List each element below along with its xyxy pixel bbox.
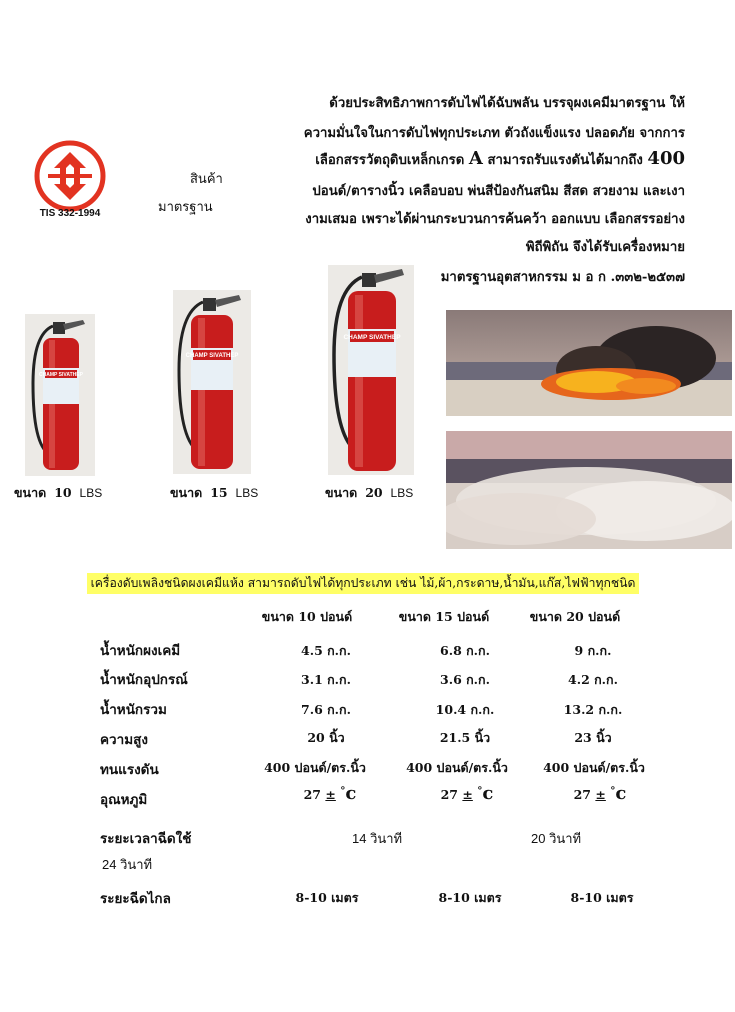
spec-temp-20 <box>530 783 670 804</box>
spec-cell: 4.2 ก.ก. <box>568 672 618 687</box>
temp-pm: ± <box>462 787 473 802</box>
intro-line-6: พิถีพิถัน จึงได้รับเครื่องหมาย <box>525 240 685 255</box>
standard-label-line1: สินค้า <box>190 172 223 187</box>
spec-cell: 23 นิ้ว <box>574 730 612 745</box>
extinguisher-10-label: CHAMP SIVATHEP <box>39 372 83 378</box>
spec-cell: 8-10 เมตร <box>570 890 634 905</box>
spec-label-chemical-weight: น้ำหนักผงเคมี <box>100 643 181 659</box>
spec-cell: 400 ปอนด์/ตร.นิ้ว <box>264 760 366 775</box>
spec-cell: 21.5 นิ้ว <box>439 730 491 745</box>
temp-deg: ° <box>340 784 346 797</box>
extinguisher-15-image <box>173 290 251 474</box>
spec-cell: 6.8 ก.ก. <box>440 643 490 658</box>
logo-caption: TIS 332-1994 <box>39 208 101 219</box>
spec-cell: 400 ปอนด์/ตร.นิ้ว <box>543 760 645 775</box>
size-value: 20 <box>365 485 383 500</box>
temp-deg: ° <box>610 784 616 797</box>
spec-label-equipment-weight: น้ำหนักอุปกรณ์ <box>100 672 188 688</box>
temp-value: 27 <box>303 787 322 802</box>
size-label-10 <box>14 483 102 503</box>
spec-header-15: ขนาด 15 ปอนด์ <box>398 609 490 624</box>
intro-line-3 <box>315 148 685 170</box>
size-unit: LBS <box>390 486 414 500</box>
size-label-20 <box>325 483 413 503</box>
temp-value: 27 <box>573 787 592 802</box>
spec-cell: 8-10 เมตร <box>438 890 502 905</box>
spec-cell: 3.6 ก.ก. <box>440 672 490 687</box>
standard-label-line2: มาตรฐาน <box>158 200 213 215</box>
intro-grade: A <box>468 148 483 169</box>
spec-cell: 14 วินาที <box>352 831 403 846</box>
intro-line-5: งามเสมอ เพราะได้ผ่านกระบวนการค้นคว้า ออกแบบ เลือกสรรอย่าง <box>305 212 685 227</box>
temp-deg: ° <box>477 784 483 797</box>
spec-label-range: ระยะฉีดไกล <box>100 891 171 907</box>
spec-cell: 8-10 เมตร <box>295 890 359 905</box>
spec-cell: 20 นิ้ว <box>307 730 345 745</box>
spec-cell: 9 ก.ก. <box>574 643 612 658</box>
intro-line-4: ปอนด์/ตารางนิ้ว เคลือบอบ พ่นสีป้องกันสนิม สีสด สวยงาม และเงา <box>312 184 685 199</box>
usage-banner: เครื่องดับเพลิงชนิดผงเคมีแห้ง สามารถดับไฟได้ทุกประเภท เช่น ไม้,ผ้า,กระดาษ,น้ำมัน,แก๊ส,ไฟฟ้าทุกชนิด <box>87 573 639 594</box>
extinguisher-10-image <box>25 314 95 476</box>
temp-unit: c <box>345 783 357 804</box>
spec-header-10: ขนาด 10 ปอนด์ <box>261 609 353 624</box>
intro-line-2: ความมั่นใจในการดับไฟทุกประเภท ตัวถังแข็งแรง ปลอดภัย จากการ <box>303 126 685 141</box>
spec-cell: 3.1 ก.ก. <box>301 672 351 687</box>
fire-demo-photo <box>446 310 732 416</box>
size-unit: LBS <box>235 486 259 500</box>
spec-cell: 20 วินาที <box>531 831 582 846</box>
intro-line-7: มาตรฐานอุตสาหกรรม ม อ ก .๓๓๒-๒๕๓๗ <box>440 270 685 285</box>
extinguisher-20-image <box>328 265 414 475</box>
extinguisher-20-label: CHAMP SIVATHEP <box>343 334 401 341</box>
spec-label-discharge-time: ระยะเวลาฉีดใช้ <box>100 831 192 847</box>
size-unit: LBS <box>79 486 103 500</box>
spec-label-total-weight: น้ำหนักรวม <box>100 702 167 718</box>
spec-cell: 24 วินาที <box>102 857 153 872</box>
spec-temp-10 <box>260 783 400 804</box>
spec-label-temperature: อุณหภูมิ <box>100 792 148 808</box>
temp-pm: ± <box>595 787 606 802</box>
temp-unit: c <box>482 783 494 804</box>
spec-temp-15 <box>397 783 537 804</box>
temp-unit: c <box>615 783 627 804</box>
size-label-15 <box>170 483 258 503</box>
temp-pm: ± <box>325 787 336 802</box>
intro-line-3-mid: สามารถรับแรงดันได้มากถึง <box>487 153 643 168</box>
size-word: ขนาด <box>14 485 47 500</box>
spec-cell: 4.5 ก.ก. <box>301 643 351 658</box>
size-value: 15 <box>210 485 228 500</box>
spec-cell: 13.2 ก.ก. <box>563 702 623 717</box>
size-word: ขนาด <box>325 485 358 500</box>
intro-pressure: 400 <box>647 148 685 169</box>
size-value: 10 <box>54 485 72 500</box>
spec-label-pressure: ทนแรงดัน <box>100 762 159 778</box>
size-word: ขนาด <box>170 485 203 500</box>
extinguisher-15-label: CHAMP SIVATHEP <box>185 353 239 359</box>
spec-cell: 400 ปอนด์/ตร.นิ้ว <box>406 760 508 775</box>
extinguish-demo-photo <box>446 431 732 549</box>
temp-value: 27 <box>440 787 459 802</box>
spec-label-height: ความสูง <box>100 732 148 748</box>
spec-cell: 7.6 ก.ก. <box>301 702 351 717</box>
intro-line-3-pre: เลือกสรรวัตถุดิบเหล็กเกรด <box>315 153 465 168</box>
intro-line-1: ด้วยประสิทธิภาพการดับไฟได้ฉับพลัน บรรจุผงเคมีมาตรฐาน ให้ <box>329 96 685 111</box>
spec-header-20: ขนาด 20 ปอนด์ <box>529 609 621 624</box>
spec-cell: 10.4 ก.ก. <box>435 702 495 717</box>
